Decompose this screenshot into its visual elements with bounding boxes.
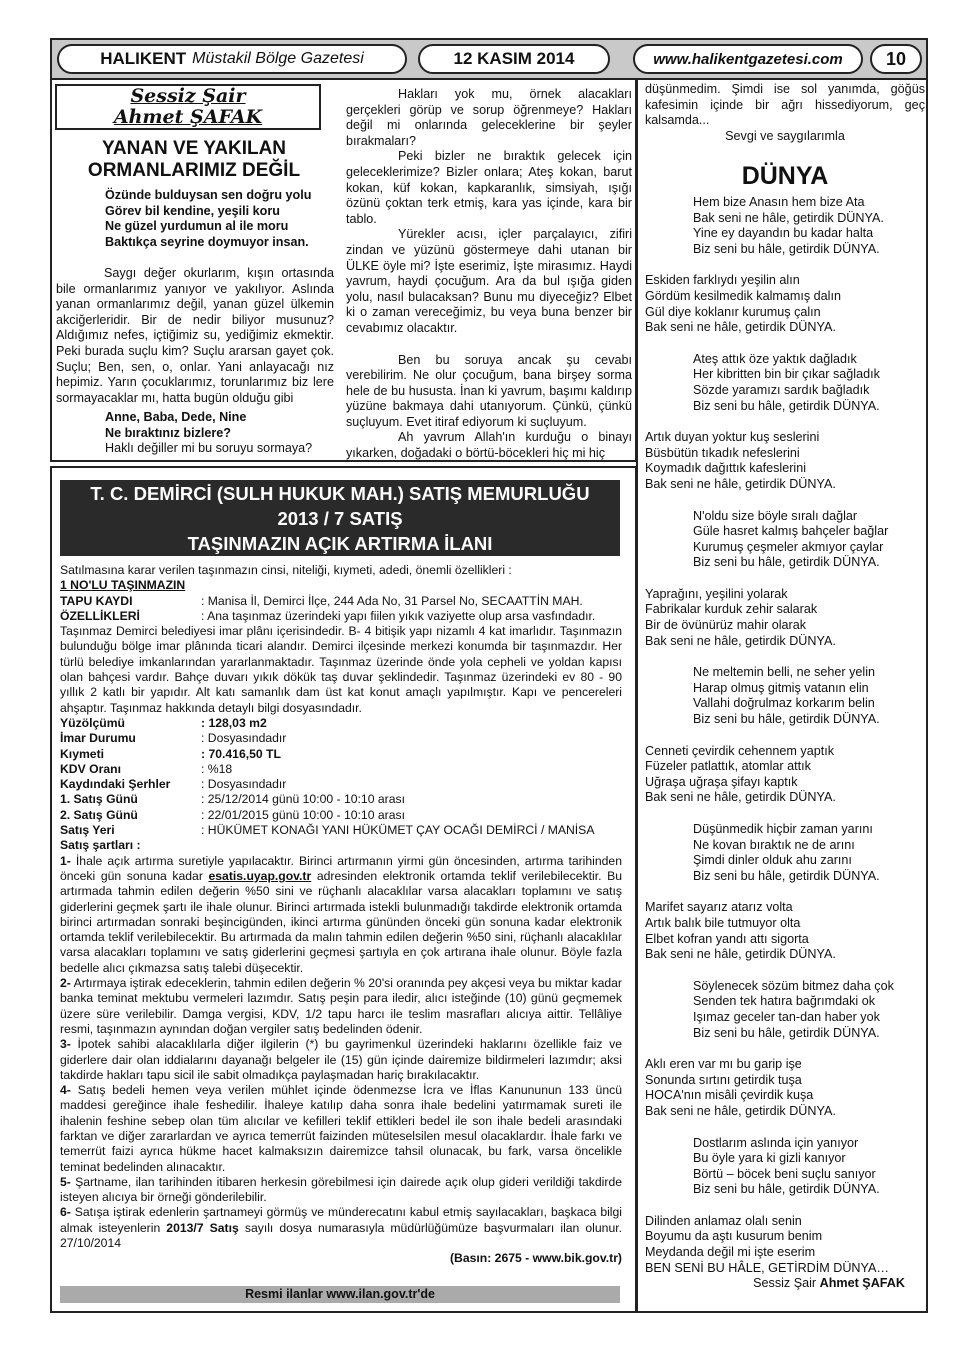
poem-stanza xyxy=(645,822,925,884)
poem-line: Artık duyan yoktur kuş seslerini xyxy=(645,430,820,445)
detail-row xyxy=(60,823,622,838)
condition-text: İhale açık artırma suretiyle yapılacaktır. Birinci artırmanın yirmi gün öncesinden, artırma tarihinden önceki gün sonuna kadar xyxy=(60,853,622,883)
poem-line: Meydanda değil mi işte eserim xyxy=(645,1245,816,1260)
poem-line: Eskiden farklıydı yeşilin alın xyxy=(645,273,800,288)
notice-title-line: 2013 / 7 SATIŞ xyxy=(277,508,403,529)
detail-row xyxy=(60,716,622,731)
poem-line: Boyumu da aştı kusurum benim xyxy=(645,1229,823,1244)
features-row xyxy=(60,609,622,624)
notice-body xyxy=(60,563,622,1267)
poem-line: Biz seni bu hâle, getirdik DÜNYA. xyxy=(693,1025,880,1040)
signature-name: Ahmet ŞAFAK xyxy=(819,1276,905,1291)
poem-line: Güle hasret kalmış bahçeler bağlar xyxy=(693,524,889,539)
detail-row xyxy=(60,747,622,762)
page-number: 10 xyxy=(870,44,922,74)
poem-line: Bir de övünürüz mahir olarak xyxy=(645,618,806,633)
closing-line: Ne bıraktınız bizlere? xyxy=(105,425,231,440)
poem-line: Artık balık bile tutmuyor olta xyxy=(645,915,801,930)
detail-label: Satış Yeri xyxy=(60,823,115,838)
poem-line: Ne kovan bıraktık ne de arını xyxy=(693,837,855,852)
poem-line: Biz seni bu hâle, getirdik DÜNYA. xyxy=(693,241,880,256)
poem-line: Biz seni bu hâle, getirdik DÜNYA. xyxy=(693,868,880,883)
features-value: : Ana taşınmaz üzerindeki yapı fiilen yıkık vaziyette olup arsa vasfındadır. xyxy=(201,608,596,623)
poem-line: Harap olmuş gitmiş vatanın elin xyxy=(693,680,869,695)
condition-number: 2- xyxy=(60,976,71,991)
detail-value: : 70.416,50 TL xyxy=(201,746,281,761)
poem-stanza xyxy=(645,430,925,492)
poem-line: Vallahi doğrulmaz korkarım belin xyxy=(693,696,875,711)
poem-line: Börtü – böcek beni suçlu sanıyor xyxy=(693,1166,876,1181)
poem-line: Elbet kofran yandı attı sigorta xyxy=(645,931,809,946)
poem-signature xyxy=(645,1276,925,1292)
article-paragraph: Saygı değer okurlarım, kışın ortasında bile ormanlarımız yanıyor ve yakılıyor. Aslında yanan ormanlarımız değil, yanan güzel ülkemin akciğerleridir. Bir de nedir biliyor musunuz? Aldığımız nefes, içtiğimiz su, yediğimiz ekmektir. Peki burada suçlu kim? Suçlu ararsan gayet çok. Suçlu; Ben, sen, o, onlar. Yani anlayacağı nız hepimiz. Yarın çocuklarımız, torunlarımız biz lere sormayacaklar mı, hatta bugün olduğu gibi xyxy=(56,266,334,405)
notice-title xyxy=(60,480,620,556)
condition-text: sayılı dosya numarasıyla müdürlüğümüze başvurmaları ilan olunur. 27/10/2014 xyxy=(60,1220,622,1251)
poem-line: Marifet sayarız atarız volta xyxy=(645,900,793,915)
article-paragraph: Peki bizler ne bıraktık gelecek için geleceklerimize? Bizler onlara; Ateş kokan, barut kokan, küf kokan, kapkaranlık, simsiyah, ışığı özünü çoktan terk etmiş, kara yas içinde, kara bir tablo. xyxy=(346,149,632,226)
condition-text: İpotek sahibi alacaklılarla diğer ilgilerin (*) bu gayrimenkul üzerindeki haklarını özellikle faiz ve giderlere dair olan iddialarını dayanağı belgeler ile (15) gün içinde dairemize bildirmeleri lazımdır; aksi takdirde hakları tapu sicil ile sabit olmadıkça paylaşmadan hariç bırakılacaktır. xyxy=(60,1037,622,1082)
poem-line: Koymadık dağıttık kafeslerini xyxy=(645,461,806,476)
poem-line: Biz seni bu hâle, getirdik DÜNYA. xyxy=(693,398,880,413)
property-details xyxy=(60,716,622,838)
signature-pen-name: Sessiz Şair xyxy=(753,1276,817,1291)
poem-line: HOCA'nın misâli çevirdik kuşa xyxy=(645,1088,814,1103)
detail-label: Kaydındaki Şerhler xyxy=(60,777,171,792)
article-paragraph: Hakları yok mu, örnek alacakları gerçekleri görüp ve sorup öğrenmeye? Hakları değil mi onlarında geleceklerine bir şeyler bırakmaları? xyxy=(346,87,632,148)
poem-line: Bak seni ne hâle, getirdik DÜNYA. xyxy=(693,210,884,225)
notice-title-line: T. C. DEMİRCİ (SULH HUKUK MAH.) SATIŞ MEMURLUĞU xyxy=(90,483,590,504)
detail-label: İmar Durumu xyxy=(60,731,136,746)
condition-6 xyxy=(60,1205,622,1251)
article-paragraph: Yürekler acısı, içler parçalayıcı, zifiri zindan ve yüzünü göstermeye dahi utanan bir ÜLKE öyle mi? İşte eserimiz, İşte mirasımız. Haydi yavrum, haydi çocuğum. Ara da bul ışığa giden yolu, nasıl bulacaksan? Bunu mu diyeceğiz? Elbet ki o zaman vereceğimiz, bu veya buna benzer bir cevabımız olacaktır. xyxy=(346,227,632,335)
poem-line: Sonunda sırtını getirdik tuşa xyxy=(645,1072,802,1087)
condition-4 xyxy=(60,1083,622,1175)
tapu-value: : Manisa İl, Demirci İlçe, 244 Ada No, 31 Parsel No, SECAATTİN MAH. xyxy=(201,593,583,608)
detail-label: Yüzölçümü xyxy=(60,715,126,730)
poem-line: Hem bize Anasın hem bize Ata xyxy=(693,195,865,209)
condition-text: Artırmaya iştirak edeceklerin, tahmin edilen değerin % 20'si oranında pey akçesi veya bu miktar kadar banka teminat mektubu vermeleri lazımdır. Satış peşin para iledir, alıcı isteğinde (10) günü geçmemek üzere süre verilebilir. Damga vergisi, KDV, 1/2 tapu harcı ile teslim masrafları alıcıya aittir. Tellâliye resmi, taşınmazın aynından doğan vergiler satış bedelinden ödenir. xyxy=(60,976,622,1036)
condition-number: 1- xyxy=(60,853,71,868)
poem-stanza xyxy=(645,352,925,414)
poem-stanza xyxy=(645,744,925,806)
detail-value: : %18 xyxy=(201,761,233,776)
condition-number: 5- xyxy=(60,1174,71,1189)
tapu-label: TAPU KAYDI xyxy=(60,593,133,608)
condition-1 xyxy=(60,854,622,976)
poem-stanza xyxy=(645,1057,925,1119)
verse-line: Özünde bulduysan sen doğru yolu xyxy=(105,188,312,202)
poem-line: Şimdi dinler olduk ahu zarını xyxy=(693,853,852,868)
detail-row xyxy=(60,777,622,792)
article-closing xyxy=(105,410,333,457)
condition-2 xyxy=(60,976,622,1037)
file-number: 2013/7 Satış xyxy=(166,1220,239,1235)
poem-line: Dostlarım aslında için yanıyor xyxy=(693,1135,859,1150)
article-paragraph: Ah yavrum Allah'ın kurduğu o binayı yıkarken, doğadaki o börtü-böcekleri hiç mi hiç xyxy=(346,430,632,461)
author-pen-name: Sessiz Şair xyxy=(130,85,246,107)
author-box xyxy=(55,84,321,130)
article-paragraph: Ben bu soruya ancak şu cevabı verebilirim. Ne olur çocuğum, bana birşey sorma hele de bu hususta. İnan ki yavrum, başımı kaldırıp yüzüne bakmaya dahi utanıyorum. Çünkü, çünkü suçluyum. Evet itiraf ediyorum ki suçluyum. xyxy=(346,352,632,429)
official-notices-footer[interactable]: Resmi ilanlar www.ilan.gov.tr'de xyxy=(60,1286,620,1303)
condition-number: 6- xyxy=(60,1205,71,1220)
poem-line: Fabrikalar kurduk zehir salarak xyxy=(645,602,818,617)
poem-line: BEN SENİ BU HÂLE, GETİRDİM DÜNYA… xyxy=(645,1260,889,1275)
poem-line: Her kibritten bin bir çıkar sağladık xyxy=(693,367,880,382)
detail-value: : 128,03 m2 xyxy=(201,715,267,730)
condition-3 xyxy=(60,1037,622,1083)
detail-value: : 22/01/2015 günü 10:00 - 10:10 arası xyxy=(201,807,405,822)
poem-line: Gül diye koklanır kurumuş çalın xyxy=(645,304,821,319)
verse-line: Görev bil kendine, yeşili koru xyxy=(105,203,280,218)
poem-line: Senden tek hatıra bağrımdaki ok xyxy=(693,994,876,1009)
poem-line: Aklı eren var mı bu garip işe xyxy=(645,1057,802,1072)
poem-stanza xyxy=(645,979,925,1041)
poem-line: Bak seni ne hâle, getirdik DÜNYA. xyxy=(645,947,836,962)
features-label: ÖZELLİKLERİ xyxy=(60,608,140,623)
notice-title-line: TAŞINMAZIN AÇIK ARTIRMA İLANI xyxy=(187,533,493,554)
poem-line: Bu öyle yara ki gizli kanıyor xyxy=(693,1151,846,1166)
article-verse xyxy=(105,188,330,250)
poem-line: Bak seni ne hâle, getirdik DÜNYA. xyxy=(645,633,836,648)
article-ending xyxy=(645,82,925,144)
detail-value: : HÜKÜMET KONAĞI YANI HÜKÜMET ÇAY OCAĞI DEMİRCİ / MANİSA xyxy=(201,823,595,838)
poem-line: Kurumuş çeşmeler akmıyor çaylar xyxy=(693,539,884,554)
newspaper-title: HALIKENT xyxy=(100,49,187,68)
poem-line: Füzeler patlattık, atomlar attık xyxy=(645,759,811,774)
article-body xyxy=(56,266,334,406)
poem-line: Işımaz geceler tan-dan haber yok xyxy=(693,1009,880,1024)
property-description: Taşınmaz Demirci belediyesi imar plânı içerisindedir. B- 4 bitişik yapı nizamlı 4 kat imarlıdır. Taşınmazın bulunduğu bölge imar plânında ticari alandır. Demirci ilçesinde merkezi konumda bir taşınmazdır. Her türlü belediye imkanlarından yararlanmaktadır. Taşınmaz üzerinde önde yola cepheli ve yoldan kapısı olan bahçesi vardır. Bahçe duvarı yıkık dökük taş duvar şeklindedir. Taşınmaz üzerindeki ev 80 - 90 yıllık 2 katlı bir yapıdır. Alt katı samanlık dam üst kat konut amaçlı yapılmıştır. Kapı ve pencereleri ahşaptır. Taşınmaz hakkında detaylı bilgi dosyasındadır. xyxy=(60,624,622,715)
poem-line: N'oldu size böyle sıralı dağlar xyxy=(693,508,858,523)
poem-line: Biz seni bu hâle, getirdik DÜNYA. xyxy=(693,1182,880,1197)
condition-text: Satışa iştirak edenlerin şartnameyi görmüş ve münderecatını kabul etmiş sayılacakları, başkaca bilgi almak isteyenlerin xyxy=(60,1205,622,1235)
poem-stanza xyxy=(645,509,925,571)
detail-value: : 25/12/2014 günü 10:00 - 10:10 arası xyxy=(201,792,405,807)
author-name: Ahmet ŞAFAK xyxy=(113,106,263,128)
newspaper-name xyxy=(57,44,407,74)
poem-stanza xyxy=(645,273,925,335)
esatis-link[interactable]: esatis.uyap.gov.tr xyxy=(208,868,312,883)
detail-row xyxy=(60,762,622,777)
newspaper-subtitle: Müstakil Bölge Gazetesi xyxy=(192,50,364,67)
condition-text: Satış bedeli hemen veya verilen mühlet içinde ödenmezse İcra ve İflas Kanununun 133 üncü maddesi gereğince ihale feshedilir. İhaleye katılıp daha sonra ihale bedelini yatırmamak sureti ile ihalenin feshine sebep olan tüm alıcılar ve kefilleri teklif ettikleri bedel ile son ihale bedeli arasındaki farktan ve diğer zararlardan ve ayrıca temerrüt faizinden müteselsilen mesul olacaklardır. İhale farkı ve temerrüt faizi ayrıca hükme hacet kalmaksızın dairemizce tahsil olunacak, bu fark, varsa öncelikle teminat bedelinden alınacaktır. xyxy=(60,1083,622,1174)
poem-line: Gördüm kesilmedik kalmamış dalın xyxy=(645,288,841,303)
detail-row xyxy=(60,808,622,823)
poem-stanza xyxy=(645,900,925,962)
condition-number: 3- xyxy=(60,1037,71,1052)
poem-line: Biz seni bu hâle, getirdik DÜNYA. xyxy=(693,712,880,727)
property-section-title: 1 NO'LU TAŞINMAZIN xyxy=(60,578,186,593)
condition-number: 4- xyxy=(60,1083,71,1098)
detail-row xyxy=(60,731,622,746)
poem-stanza xyxy=(645,1136,925,1198)
detail-row xyxy=(60,792,622,807)
condition-text: Şartname, ilan tarihinden itibaren herkesin görebilmesi için dairede açık olup gideri verildiği takdirde isteyen alıcıya bir örneği gönderilebilir. xyxy=(60,1174,622,1205)
poem-line: Yine ey dayandın bu kadar halta xyxy=(693,226,874,241)
poem-line: Uğraşa uğraşa şifayı kaptık xyxy=(645,774,798,789)
poem-line: Bak seni ne hâle, getirdik DÜNYA. xyxy=(645,320,836,335)
poem-line: Sözde yaramızı sardık bağladık xyxy=(693,382,870,397)
notice-intro: Satılmasına karar verilen taşınmazın cinsi, niteliği, kıymeti, adedi, önemli özellikleri : xyxy=(60,563,512,577)
condition-5 xyxy=(60,1175,622,1206)
detail-label: 1. Satış Günü xyxy=(60,792,138,807)
poem-line: Ateş attık öze yaktık dağladık xyxy=(693,351,857,366)
greeting: Sevgi ve saygılarımla xyxy=(725,128,845,143)
poem-body xyxy=(645,195,925,1292)
verse-line: Ne güzel yurdumun al ile moru xyxy=(105,219,289,234)
closing-line: Haklı değiller mi bu soruyu sormaya? xyxy=(105,441,313,456)
poem-stanza xyxy=(645,587,925,649)
detail-label: 2. Satış Günü xyxy=(60,807,138,822)
poem-line: Bak seni ne hâle, getirdik DÜNYA. xyxy=(645,1103,836,1118)
issue-date: 12 KASIM 2014 xyxy=(418,44,610,74)
poem-line: Cenneti çevirdik cehennem yaptık xyxy=(645,743,835,758)
detail-value: : Dosyasındadır xyxy=(201,731,287,746)
conditions-label: Satış şartları : xyxy=(60,838,141,853)
poem-line: Biz seni bu hâle, getirdik DÜNYA. xyxy=(693,555,880,570)
poem-stanza xyxy=(645,1214,925,1292)
article-title: YANAN VE YAKILAN ORMANLARIMIZ DEĞİL xyxy=(87,138,301,181)
closing-line: Anne, Baba, Dede, Nine xyxy=(105,410,247,424)
detail-value: : Dosyasındadır xyxy=(201,777,287,792)
verse-line: Baktıkça seyrine doymuyor insan. xyxy=(105,234,309,249)
poem-line: Bak seni ne hâle, getirdik DÜNYA. xyxy=(645,790,836,805)
poem-line: Yaprağını, yeşilini yolarak xyxy=(645,586,788,601)
poem-line: Düşünmedik hiçbir zaman yarını xyxy=(693,822,873,836)
condition-text: adresinden elektronik ortamda teklif verilebilecektir. Bu artırmada tahmin edilen değerin %50 sini ve rüçhanlı alacaklılar varsa alacakları toplamını ve satış giderlerini geçmek şartı ile ihale olunur. Birinci artırmada istekli bulunmadığı takdirde elektronik ortamda birinci artırmadan sonraki beşincigünden, ikinci artırma gününden önceki gün sonuna kadar elektronik ortamda teklif verilebilecektir. Bu artırmada da malın tahmin edilen değerin %50 sini, rüçhanlı alacaklılar varsa alacakları toplamını ve satış giderlerini geçmesi şartıyla en çok artırana ihale olunur. Böyle fazla bedelle alıcı çıkmazsa satış talebi düşecektir. xyxy=(60,868,622,975)
tapu-row xyxy=(60,594,622,609)
detail-label: Kıymeti xyxy=(60,746,105,761)
article-body-continued xyxy=(346,87,632,462)
poem-line: Söylenecek sözüm bitmez daha çok xyxy=(693,978,894,993)
poem-stanza xyxy=(645,665,925,727)
detail-label: KDV Oranı xyxy=(60,761,121,776)
poem-line: Dilinden anlamaz olalı senin xyxy=(645,1213,802,1228)
poem-title: DÜNYA xyxy=(741,162,829,190)
article-ending-text: düşünmedim. Şimdi ise sol yanımda, göğüs kafesimin içinde bir ağrı hissediyorum, geç kalsamda... xyxy=(645,82,925,128)
press-code: (Basın: 2675 - www.bik.gov.tr) xyxy=(449,1251,622,1266)
website-link[interactable]: www.halikentgazetesi.com xyxy=(633,44,863,74)
poem-line: Ne meltemin belli, ne seher yelin xyxy=(693,665,875,680)
poem-stanza xyxy=(645,195,925,257)
poem-line: Büsbütün tıkadık nefeslerini xyxy=(645,445,800,460)
poem-line: Bak seni ne hâle, getirdik DÜNYA. xyxy=(645,476,836,491)
